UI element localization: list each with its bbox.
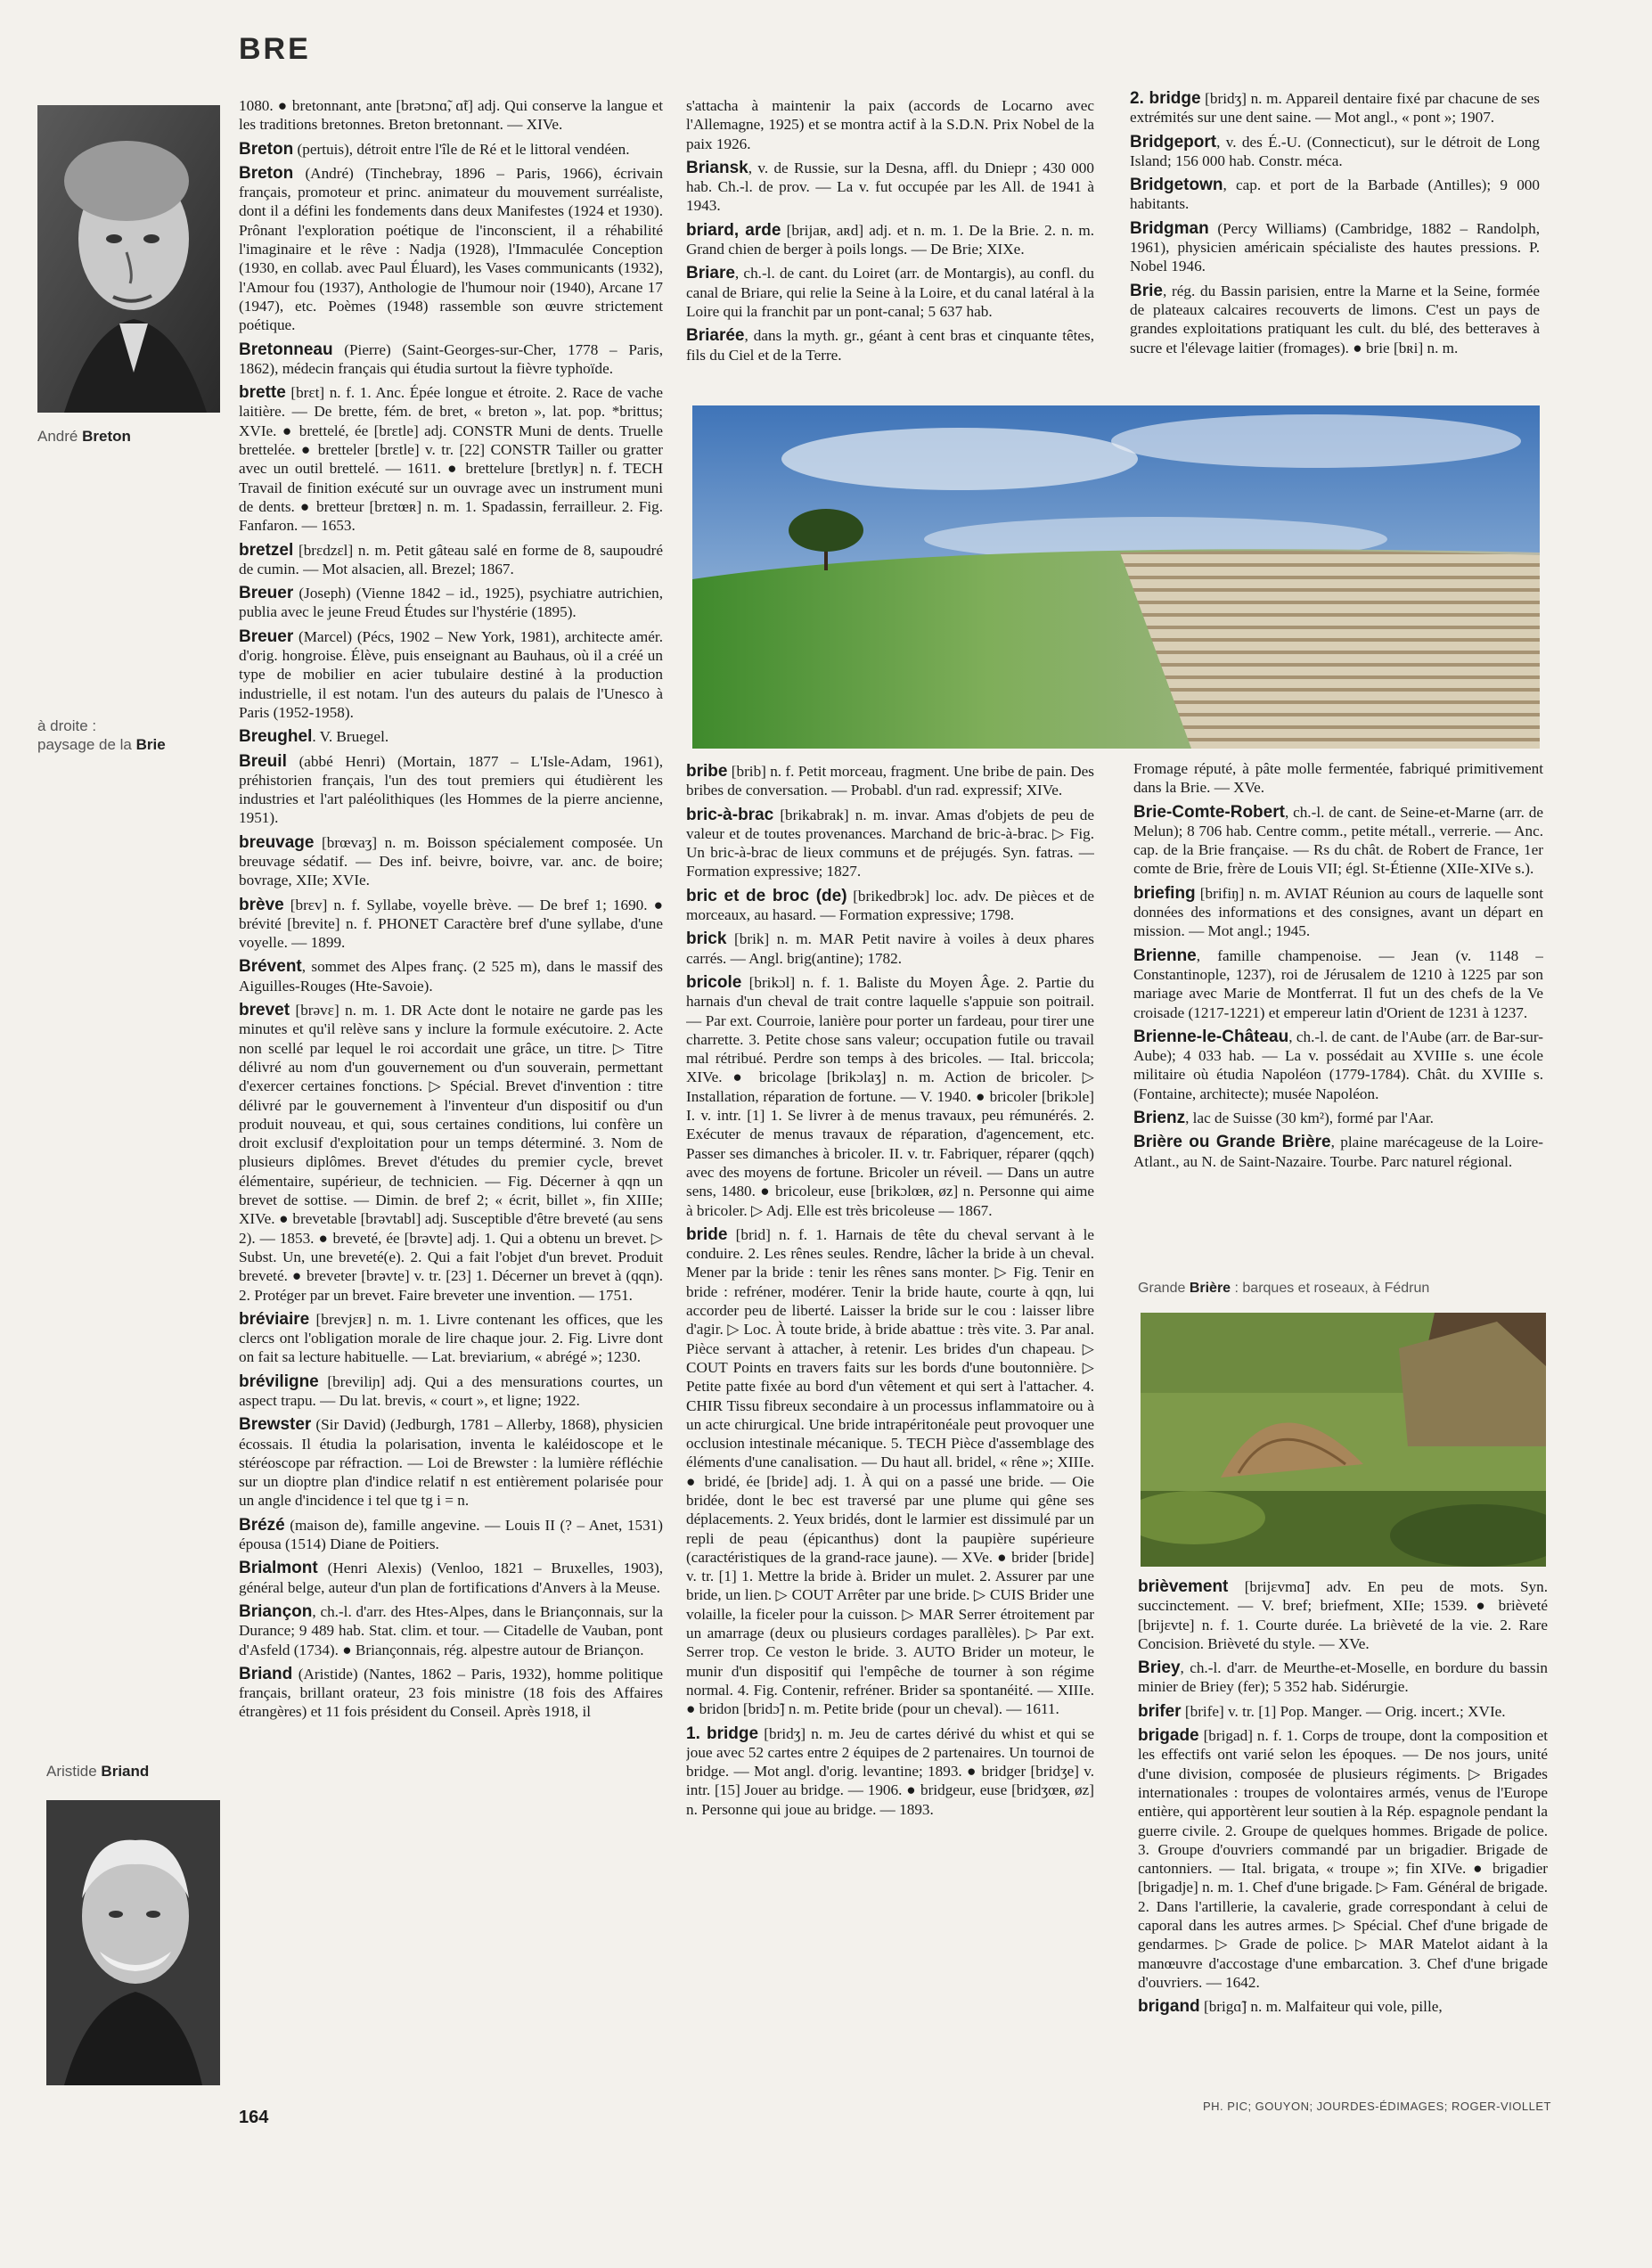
entry: Briand (Aristide) (Nantes, 1862 – Paris, 1932), homme politique français, brillant orateur, 23 fois ministre (18 fois des Affaires étrangères) et 11 fois président du Conseil. Après 1918, il	[239, 1664, 663, 1721]
column-2-bottom	[686, 762, 1094, 2090]
entry: brigand [brigɑ̃] n. m. Malfaiteur qui vole, pille,	[1138, 1997, 1443, 2017]
entry: bribe [brib] n. f. Petit morceau, fragment. Une bribe de pain. Des bribes de conversation. — Probabl. d'un rad. expressif; XIVe.	[686, 762, 1094, 799]
entry: bric-à-brac [brikabrak] n. m. invar. Amas d'objets de peu de valeur et de toutes provenances. Marchand de bric-à-brac. ▷ Fig. Un bric-à-brac de lieux communs et de préjugés. Syn. fatras. — Formation expressive; 1827.	[686, 805, 1094, 880]
entry: bréviaire [brevjɛʀ] n. m. 1. Livre contenant les offices, que les clercs ont l'obligation morale de lire chaque jour. 2. Fig. Livre dont on fait sa lecture habituelle. — Lat. breviarium, « abrégé »; 1230.	[239, 1309, 663, 1366]
entry: Breuil (abbé Henri) (Mortain, 1877 – L'Isle-Adam, 1961), préhistorien français, l'un des tout premiers qui étudièrent les industries et l'art paléolithiques (les Hommes de la pierre ancienne, 1951).	[239, 751, 663, 827]
page-number: 164	[239, 2108, 269, 2127]
entry: Brienz, lac de Suisse (30 km²), formé par l'Aar.	[1133, 1109, 1434, 1128]
entry: Breton (pertuis), détroit entre l'île de Ré et le littoral vendéen.	[239, 139, 630, 159]
entry: 1. bridge [bridʒ] n. m. Jeu de cartes dérivé du whist et qui se joue avec 52 cartes entre 2 équipes de 2 partenaires. Un tournoi de bridge. — Mot angl. d'orig. levantine; 1893. ● bridger [bridʒe] v. intr. [15] Jouer au bridge. — 1906. ● bridgeur, euse [bridʒœʀ, øz] n. Personne qui joue au bridge. — 1893.	[686, 1724, 1094, 1818]
entry: Bridgetown, cap. et port de la Barbade (Antilles); 9 000 habitants.	[1130, 176, 1540, 213]
entry: Bridgeport, v. des É.-U. (Connecticut), sur le détroit de Long Island; 156 000 hab. Constr. méca.	[1130, 132, 1540, 169]
entry: brève [brɛv] n. f. Syllabe, voyelle brève. — De bref 1; 1690. ● brévité [brevite] n. f. PHONET Caractère bref d'une syllabe, d'une voyelle. — 1899.	[239, 895, 663, 952]
entry: Briarée, dans la myth. gr., géant à cent bras et cinquante têtes, fils du Ciel et de la Terre.	[686, 326, 1094, 364]
entry: Breuer (Joseph) (Vienne 1842 – id., 1925), psychiatre autrichien, publia avec le jeune Freud Études sur l'hystérie (1895).	[239, 584, 663, 621]
entry: Briare, ch.-l. de cant. du Loiret (arr. de Montargis), au confl. du canal de Briare, qui relie la Seine à la Loire, et du canal latéral à la Loire qui la franchit par un pont-canal; 5 637 hab.	[686, 264, 1094, 320]
entry: Briey, ch.-l. d'arr. de Meurthe-et-Moselle, en bordure du bassin minier de Briey (fer); 5 352 hab. Sidérurgie.	[1138, 1658, 1548, 1696]
entry: bric et de broc (de) [brikedbrɔk] loc. adv. De pièces et de morceaux, au hasard. — Formation expressive; 1798.	[686, 886, 1094, 924]
entry: s'attacha à maintenir la paix (accords de Locarno avec l'Allemagne, 1925) et se montra actif à la S.D.N. Prix Nobel de la paix 1926.	[686, 97, 1094, 152]
photo-brie-landscape	[692, 405, 1540, 749]
column-1	[239, 96, 663, 2092]
entry: Breuer (Marcel) (Pécs, 1902 – New York, 1981), architecte amér. d'orig. hongroise. Élève, puis enseignant au Bauhaus, où il a créé un type de mobilier en acier tubulaire destiné à la production industrielle, il est notam. l'un des auteurs du palais de l'Unesco à Paris (1952-1958).	[239, 626, 663, 721]
caption-briand: Aristide Briand	[46, 1763, 150, 1780]
caption-brie-line1: à droite :	[37, 717, 97, 734]
caption-briere: Grande Brière : barques et roseaux, à Fédrun	[1138, 1281, 1430, 1296]
column-3-bottom	[1138, 1577, 1548, 2092]
entry: Brienne-le-Château, ch.-l. de cant. de l'Aube (arr. de Bar-sur-Aube); 4 033 hab. — La v. possédait au XVIIIe s. une école militaire où étudia Napoléon (1779-1784). Chât. du XVIIIe s. (Fontaine, architecte); musée Napoléon.	[1133, 1027, 1543, 1102]
guide-word: BRE	[239, 32, 311, 66]
column-3-top	[1130, 89, 1540, 392]
entry: Fromage réputé, à pâte molle fermentée, fabriqué primitivement dans la Brie. — XVe.	[1133, 760, 1543, 797]
photo-credits: PH. PIC; GOUYON; JOURDES-ÉDIMAGES; ROGER-VIOLLET	[1203, 2100, 1551, 2113]
entry: brevet [brəvɛ] n. m. 1. DR Acte dont le notaire ne garde pas les minutes et qu'il relève sans y inclure la formule exécutoire. 2. Acte non scellé par lequel le roi accordait une grâce, un titre. ▷ Titre délivré au nom d'un gouvernement ou d'un souverain, permettant d'exercer certaines fonctions. ▷ Spécial. Brevet d'invention : titre délivré par le gouvernement à l'inventeur d'un dispositif ou d'un produit nouveau, et qui, sous certaines conditions, lui confère un droit exclusif d'exploitation pour un temps déterminé. 3. Nom de plusieurs diplômes. Brevet d'études du premier cycle, brevet élémentaire, supérieur, de technicien. — Fig. Décerner à qqn un brevet de sottise. — Dimin. de bref 2; « écrit, billet », fin XIIIe; XIVe. ● brevetable [brəvtabl] adj. Susceptible d'être breveté (au sens 2). — 1853. ● breveté, ée [brəvte] adj. 1. Qui a obtenu un brevet. ▷ Subst. Un, une breveté(e). 2. Qui a fait l'objet d'un brevet. Produit breveté. ● breveter [brəvte] v. tr. [23] 1. Décerner un brevet à (qqn). 2. Protéger par un brevet. Faire breveter une invention. — 1751.	[239, 1001, 663, 1304]
entry: breuvage [brœvaʒ] n. m. Boisson spécialement composée. Un breuvage sédatif. — Des inf. beivre, boivre, var. anc. de boire; bovrage, XIIe; XVIe.	[239, 832, 663, 889]
entry: bride [brid] n. f. 1. Harnais de tête du cheval servant à le conduire. 2. Les rênes seules. Rendre, lâcher la bride à un cheval. Mener par la bride : tenir les rênes sans monter. ▷ Fig. Tenir en bride : refréner, modérer. Tenir la bride haute, courte à qqn, lui accorder peu de liberté. Laisser la bride sur le cou : laisser libre d'agir. ▷ Loc. À toute bride, à bride abattue : très vite. 3. Par anal. Pièce servant à attacher, à retenir. Les brides d'un chapeau. ▷ COUT Points en travers faits sur les bords d'une boutonnière. ▷ Petite patte fixée au bord d'un vêtement et qui sert à l'attacher. 4. CHIR Tissu fibreux secondaire à un processus inflammatoire ou à un acte chirurgical. Une bride intrapéritonéale peut provoquer une occlusion intestinale mécanique. 5. TECH Pièce d'assemblage des éléments d'une canalisation. — Du haut all. bridel, « rêne »; XIIIe. ● bridé, ée [bride] adj. 1. À qui on a passé une bride. — Oie bridée, dont le bec est traversé par une plume qui gêne ses déplacements. 2. Yeux bridés, dont le larmier est dissimulé par un repli de peau (épicanthus) dont la paupière supérieure (caractéristiques de la grand-race jaune). — XVe. ● brider [bride] v. tr. [1] 1. Mettre la bride à. Brider un mulet. 2. Assurer par une bride, un lien. ▷ COUT Arrêter par une bride. ▷ CUIS Brider une volaille, la ficeler pour la cuisson. ▷ MAR Serrer étroitement par un amarrage (deux ou plusieurs cordages parallèles). ▷ Par ext. Serrer trop. Ce veston le bride. 3. AUTO Brider un moteur, le munir d'un dispositif qui l'empêche de tourner à son régime normal. 4. Fig. Contenir, refréner. Brider sa spontanéité. — XIIIe. ● bridon [bridɔ̃] n. m. Petite bride (pour un cheval). — 1611.	[686, 1224, 1094, 1718]
entry: Brie-Comte-Robert, ch.-l. de cant. de Seine-et-Marne (arr. de Melun); 8 706 hab. Centre comm., petite métall., verrerie. — Anc. cap. de la Brie française. — Rs du chât. de Robert de France, 1er comte de Brie, frère de Louis VII; égl. St-Étienne (XIIe-XIVe s.).	[1133, 802, 1543, 878]
entry: brick [brik] n. m. MAR Petit navire à voiles à deux phares carrés. — Angl. brig(antine); 1782.	[686, 929, 1094, 967]
entry: brette [brɛt] n. f. 1. Anc. Épée longue et étroite. 2. Race de vache laitière. — De brette, fém. de bret, « breton », lat. pop. *brittus; XVIe. ● brettelé, ée [brɛtle] adj. CONSTR Muni de dents. Truelle brettelée. ● bretteler [brɛtle] v. tr. [22] CONSTR Tailler ou gratter avec un outil brettelé. — 1611. ● brettelure [brɛtlyʀ] n. f. TECH Travail de finition exécuté sur un ouvrage avec un instrument muni de dents. ● bretteur [brɛtœʀ] n. m. 1. Spadassin, ferrailleur. 2. Fig. Fanfaron. — 1653.	[239, 383, 663, 535]
column-2-top	[686, 96, 1094, 390]
entry: Brialmont (Henri Alexis) (Venloo, 1821 – Bruxelles, 1903), général belge, auteur d'un plan de fortifications d'Anvers à la Meuse.	[239, 1559, 663, 1596]
entry: brigade [brigad] n. f. 1. Corps de troupe, dont la composition et les effectifs ont varié selon les époques. — De nos jours, unité d'une division, composée de plusieurs régiments. ▷ Brigades internationales : troupes de volontaires armés, venus de l'Europe entière, qui apportèrent leur soutien à la Rép. espagnole pendant la guerre civile. 2. Groupe de quelques hommes. Brigade de police. 3. Groupe d'ouvriers commandé par un brigadier. Brigade de cantonniers. — Ital. brigata, « troupe »; fin XIVe. ● brigadier [brigadje] n. m. 1. Chef d'une brigade. ▷ Fam. Général de brigade. 2. Dans l'artillerie, la cavalerie, grade correspondant à celui de caporal dans les autres armes. ▷ Spécial. Chef d'une brigade de gendarmes. ▷ Grade de police. ▷ MAR Matelot aidant à la manœuvre d'accostage d'une embarcation. 3. Chef d'une brigade d'ouvriers. — 1642.	[1138, 1726, 1548, 1991]
entry: Breughel. V. Bruegel.	[239, 727, 389, 747]
entry: brièvement [brijɛvmɑ̃] adv. En peu de mots. Syn. succinctement. — V. bref; briefment, XIIe; 1539. ● brièveté [brijɛvte] n. f. 1. Courte durée. La brièveté de la vie. 2. Rare Concision. Brièveté du style. — XVe.	[1138, 1577, 1548, 1652]
entry: bricole [brikɔl] n. f. 1. Baliste du Moyen Âge. 2. Partie du harnais d'un cheval de trait contre laquelle s'appuie son poitrail. — Par ext. Courroie, lanière pour porter un fardeau, pour tirer une charrette. 3. Petite chose sans valeur; occupation futile ou travail mal rétribué. Perdre son temps à des bricoles. — Ital. briccola; XIVe. ● bricolage [brikɔlaʒ] n. m. Action de bricoler. ▷ Installation, réparation de fortune. — V. 1940. ● bricoler [brikɔle] I. v. intr. [1] 1. Se livrer à de menus travaux, peu rémunérés. 2. Exécuter de menus travaux de réparation, d'agencement, etc. Passer ses dimanches à bricoler. II. v. tr. Fabriquer, réparer (qqch) avec des moyens de fortune. Bricoler un réveil. — Dans un autre sens, 1480. ● bricoleur, euse [brikɔlœʀ, øz] n. Personne qui aime à bricoler. ▷ Adj. Elle est très bricoleuse — 1867.	[686, 972, 1094, 1219]
entry: briard, arde [brijaʀ, aʀd] adj. et n. m. 1. De la Brie. 2. n. m. Grand chien de berger à poils longs. — De Brie; XIXe.	[686, 220, 1094, 258]
caption-brie-line2: paysage de la Brie	[37, 736, 166, 753]
entry: bréviligne [breviliɲ] adj. Qui a des mensurations courtes, un aspect trapu. — Du lat. brevis, « court », et ligne; 1922.	[239, 1371, 663, 1409]
entry: 2. bridge [bridʒ] n. m. Appareil dentaire fixé par chacune de ses extrémités sur une dent saine. — Mot angl., « pont »; 1907.	[1130, 89, 1540, 127]
entry: brifer [brife] v. tr. [1] Pop. Manger. — Orig. incert.; XVIe.	[1138, 1701, 1506, 1721]
entry: Brewster (Sir David) (Jedburgh, 1781 – Allerby, 1868), physicien écossais. Il étudia la polarisation, inventa le kaléidoscope et le stéréoscope par réfraction. — Loi de Brewster : la lumière réfléchie sur un dioptre plan d'indice relatif n est entièrement polarisée pour un angle d'incidence i tel que tg i = n.	[239, 1415, 663, 1510]
entry: Brézé (maison de), famille angevine. — Louis II (? – Anet, 1531) épousa (1514) Diane de Poitiers.	[239, 1515, 663, 1553]
photo-grande-briere	[1141, 1313, 1546, 1567]
entry: Brière ou Grande Brière, plaine marécageuse de la Loire-Atlant., au N. de Saint-Nazaire. Tourbe. Parc naturel régional.	[1133, 1133, 1543, 1170]
entry: Bretonneau (Pierre) (Saint-Georges-sur-Cher, 1778 – Paris, 1862), médecin français qui étudia surtout la fièvre typhoïde.	[239, 340, 663, 377]
entry: briefing [brifiŋ] n. m. AVIAT Réunion au cours de laquelle sont données des informations et des consignes, avant un départ en mission. — Mot angl.; 1945.	[1133, 883, 1543, 940]
photo-aristide-briand	[46, 1800, 220, 2085]
entry: Briansk, v. de Russie, sur la Desna, affl. du Dniepr ; 430 000 hab. Ch.-l. de prov. — La v. fut occupée par les All. de 1941 à 1943.	[686, 158, 1094, 215]
entry: Brie, rég. du Bassin parisien, entre la Marne et la Seine, formée de plateaux calcaires recouverts de limons. C'est un pays de grandes exploitations pratiquant les cult. du blé, des betteraves à sucre et l'élevage laitier (fromages). ● brie [bʀi] n. m.	[1130, 281, 1540, 356]
column-3-mid	[1133, 759, 1543, 1267]
entry: bretzel [brɛdzɛl] n. m. Petit gâteau salé en forme de 8, saupoudré de cumin. — Mot alsacien, all. Brezel; 1867.	[239, 540, 663, 577]
entry: 1080. ● bretonnant, ante [brətɔnɑ̃, ɑ̃t] adj. Qui conserve la langue et les traditions bretonnes. Breton bretonnant. — XIVe.	[239, 97, 663, 134]
photo-andre-breton	[37, 105, 220, 413]
caption-breton: André Breton	[37, 428, 131, 445]
entry: Briançon, ch.-l. d'arr. des Htes-Alpes, dans le Briançonnais, sur la Durance; 9 489 hab. Stat. clim. et tour. — Citadelle de Vauban, pont d'Asfeld (1734). ● Briançonnais, rég. alpestre autour de Briançon.	[239, 1601, 663, 1658]
entry: Breton (André) (Tinchebray, 1896 – Paris, 1966), écrivain français, promoteur et princ. animateur du mouvement surréaliste, dont il a défini les fondements dans deux Manifestes (1924 et 1930). Prônant l'exploration poétique de l'inconscient, il a réhabilité l'imaginaire et le rêve : Nadja (1928), l'Immaculée Conception (1930, en collab. avec Paul Éluard), les Vases communicants (1932), l'Amour fou (1937), Anthologie de l'humour noir (1940), Arcane 17 (1947), etc. Poèmes (1948) rassemble son œuvre strictement poétique.	[239, 163, 663, 334]
entry: Brienne, famille champenoise. — Jean (v. 1148 – Constantinople, 1237), roi de Jérusalem de 1210 à 1225 par son mariage avec Marie de Montferrat. Il fut un des chefs de la Ve croisade (1217-1221) et empereur latin d'Orient de 1231 à 1237.	[1133, 946, 1543, 1021]
entry: Brévent, sommet des Alpes franç. (2 525 m), dans le massif des Aiguilles-Rouges (Hte-Savoie).	[239, 957, 663, 995]
entry: Bridgman (Percy Williams) (Cambridge, 1882 – Randolph, 1961), physicien américain spécialiste des hautes pressions. P. Nobel 1946.	[1130, 218, 1540, 275]
